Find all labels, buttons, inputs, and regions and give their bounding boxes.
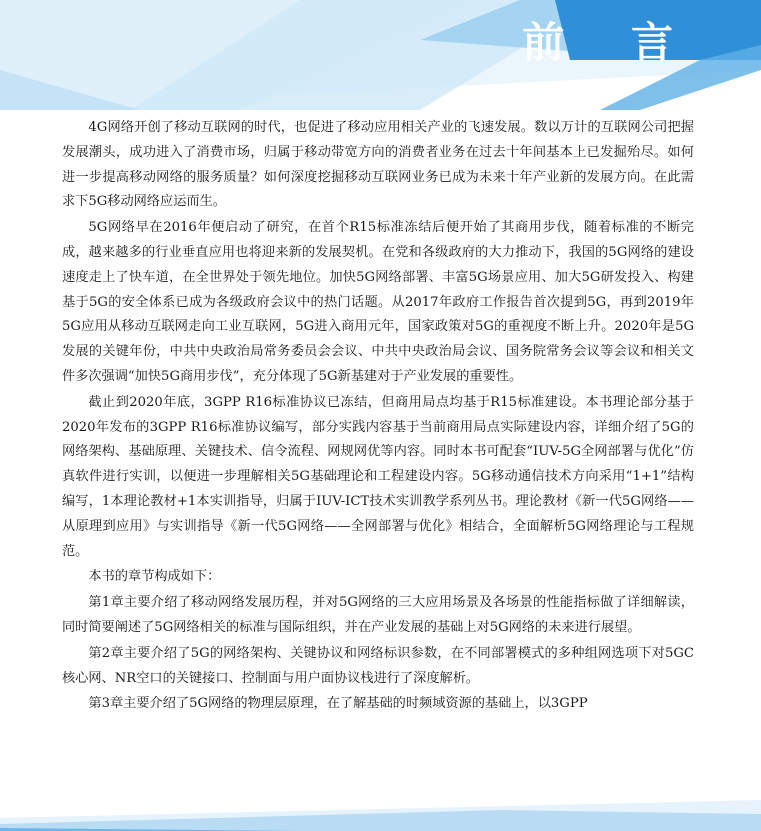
paragraph-chapter-1: 第1章主要介绍了移动网络发展历程，并对5G网络的三大应用场景及各场景的性能指标做了详细解读，同时简要阐述了5G网络相关的标准与国际组织，并在产业发展的基础上对5G网络的未来进行展望。 bbox=[62, 595, 694, 635]
paragraph-intro: 4G网络开创了移动互联网的时代，也促进了移动应用相关产业的飞速发展。数以万计的互联网公司把握发展潮头，成功进入了消费市场，归属于移动带宽方向的消费者业务在过去十年间基本上已发掘殆尽。如何进一步提高移动网络的服务质量？如何深度挖掘移动互联网业务已成为未来十年产业新的发展方向。在此需求下5G移动网络应运而生。 bbox=[62, 120, 694, 210]
footer-banner bbox=[0, 800, 761, 831]
paragraph-chapter-3: 第3章主要介绍了5G网络的物理层原理，在了解基础的时频域资源的基础上，以3GPP bbox=[88, 696, 588, 712]
preface-body bbox=[62, 116, 694, 718]
paragraph-chapter-2: 第2章主要介绍了5G的网络架构、关键协议和网络标识参数，在不同部署模式的多种组网选项下对5GC核心网、NR空口的关键接口、控制面与用户面协议栈进行了深度解析。 bbox=[62, 645, 694, 686]
paragraph-history: 5G网络早在2016年便启动了研究，在首个R15标准冻结后便开始了其商用步伐，随着标准的不断完成，越来越多的行业垂直应用也将迎来新的发展契机。在党和各级政府的大力推动下，我国的5G网络的建设速度走上了快车道，在全世界处于领先地位。加快5G网络部署、丰富5G场景应用、加大5G研发投入、构建基于5G的安全体系已成为各级政府会议中的热门话题。从2017年政府工作报告首次提到5G，再到2019年5G应用从移动互联网走向工业互联网，5G进入商用元年，国家政策对5G的重视度不断上升。2020年是5G发展的关键年份，中共中央政治局常务委员会会议、中共中央政治局会议、国务院常务会议等会议和相关文件多次强调“加快5G商用步伐”，充分体现了5G新基建对于产业发展的重要性。 bbox=[62, 220, 694, 384]
paragraph-chapter-intro: 本书的章节构成如下： bbox=[88, 569, 221, 585]
paragraph-book-scope: 截止到2020年底，3GPP R16标准协议已冻结，但商用局点均基于R15标准建设。本书理论部分基于2020年发布的3GPP R16标准协议编写，部分实践内容基于当前商用局点实际建设内容，详细介绍了5G的网络架构、基础原理、关键技术、信令流程、网规网优等内容。同时本书可配套“IUV-5G全网部署与优化”仿真软件进行实训，以便进一步理解相关5G基础理论和工程建设内容。5G移动通信技术方向采用“1+1”结构编写，1本理论教材+1本实训指导，归属于IUV-ICT技术实训教学系列丛书。理论教材《新一代5G网络——从原理到应用》与实训指导《新一代5G网络——全网部署与优化》相结合，全面解析5G网络理论与工程规范。 bbox=[62, 394, 694, 559]
page-title: 前 言 bbox=[522, 18, 699, 67]
